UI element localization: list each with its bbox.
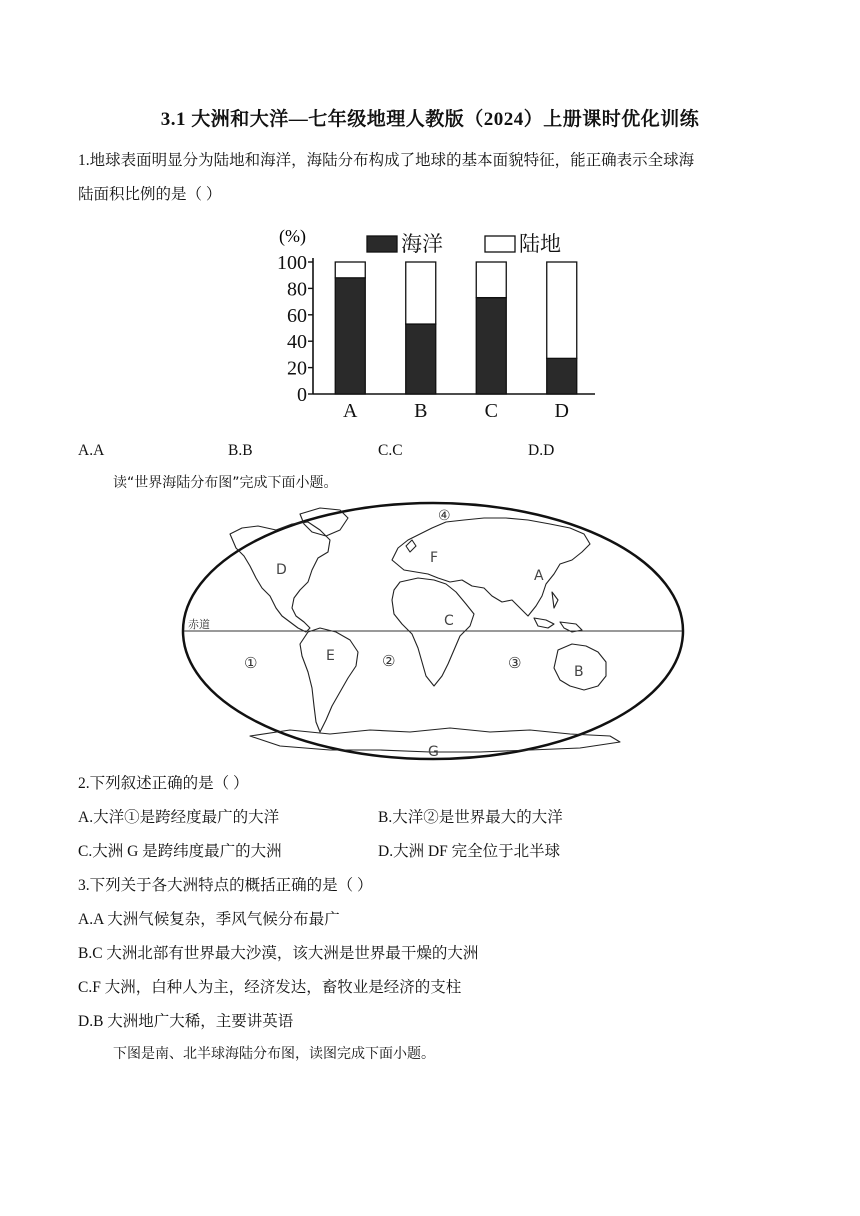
map-label-c: C xyxy=(444,613,454,629)
bar-b-ocean xyxy=(406,324,436,394)
x-tick-label: A xyxy=(343,400,358,422)
q1-stem-line1: 1.地球表面明显分为陆地和海洋，海陆分布构成了地球的基本面貌特征，能正确表示全球海 xyxy=(78,152,695,169)
q1-option-d[interactable]: D.D xyxy=(528,442,555,459)
q2-option-b[interactable]: B.大洋②是世界最大的大洋 xyxy=(378,809,563,826)
map-label-g: G xyxy=(428,744,439,760)
bar-d-land xyxy=(547,262,577,358)
bar-c-ocean xyxy=(476,298,506,394)
q1-option-c[interactable]: C.C xyxy=(378,442,403,459)
bar-a-land xyxy=(335,262,365,278)
map-label-ocean-2: ② xyxy=(382,652,396,670)
bar-a-ocean xyxy=(335,278,365,394)
q3-option-c[interactable]: C.F 大洲，白种人为主，经济发达，畜牧业是经济的支柱 xyxy=(78,979,462,996)
x-tick-label: B xyxy=(414,400,428,422)
q3-option-d[interactable]: D.B 大洲地广大稀，主要讲英语 xyxy=(78,1013,294,1030)
y-tick-label: 20 xyxy=(287,357,307,380)
legend-swatch-land xyxy=(485,236,515,252)
x-tick-label: D xyxy=(554,400,569,422)
bar-d-ocean xyxy=(547,358,577,394)
bar-c-land xyxy=(476,262,506,298)
map-intro-text: 读“世界海陆分布图”完成下面小题。 xyxy=(113,475,338,491)
page-title: 3.1 大洲和大洋—七年级地理人教版（2024）上册课时优化训练 xyxy=(160,109,700,130)
q2-option-d[interactable]: D.大洲 DF 完全位于北半球 xyxy=(378,843,561,860)
bar-b-land xyxy=(406,262,436,324)
map-label-e: E xyxy=(326,648,335,664)
q1-option-a[interactable]: A.A xyxy=(78,442,105,459)
y-tick-label: 80 xyxy=(287,278,307,301)
hemisphere-intro-text: 下图是南、北半球海陆分布图，读图完成下面小题。 xyxy=(113,1046,435,1062)
equator-label: 赤道 xyxy=(188,618,210,631)
q3-stem: 3.下列关于各大洲特点的概括正确的是（ ） xyxy=(78,877,373,894)
legend-label-ocean: 海洋 xyxy=(401,232,443,256)
map-label-d: D xyxy=(276,562,287,578)
y-tick-label: 60 xyxy=(287,304,307,327)
q3-option-b[interactable]: B.C 大洲北部有世界最大沙漠，该大洲是世界最干燥的大洲 xyxy=(78,945,479,962)
map-label-ocean-4: ④ xyxy=(438,508,451,524)
map-label-ocean-1: ① xyxy=(244,654,258,672)
y-tick-label: 0 xyxy=(297,384,307,406)
legend-label-land: 陆地 xyxy=(519,232,561,256)
q2-stem: 2.下列叙述正确的是（ ） xyxy=(78,775,249,792)
map-label-f: F xyxy=(430,550,439,566)
q2-option-c[interactable]: C.大洲 G 是跨纬度最广的大洲 xyxy=(78,843,282,860)
q2-option-a[interactable]: A.大洋①是跨经度最广的大洋 xyxy=(78,809,280,826)
map-label-b: B xyxy=(574,664,584,680)
map-label-ocean-3: ③ xyxy=(508,654,522,672)
legend-swatch-ocean xyxy=(367,236,397,252)
y-tick-label: 100 xyxy=(277,252,307,274)
q1-option-b[interactable]: B.B xyxy=(228,442,253,459)
world-map xyxy=(180,500,686,762)
y-axis-unit-label: (%) xyxy=(279,226,306,246)
y-tick-label: 40 xyxy=(287,331,307,354)
q3-option-a[interactable]: A.A 大洲气候复杂，季风气候分布最广 xyxy=(78,911,340,928)
q1-stem-line2: 陆面积比例的是（ ） xyxy=(78,186,222,203)
map-label-a: A xyxy=(534,568,544,584)
x-tick-label: C xyxy=(484,400,498,422)
land-sea-ratio-chart xyxy=(255,218,600,428)
chart-legend xyxy=(367,232,561,256)
